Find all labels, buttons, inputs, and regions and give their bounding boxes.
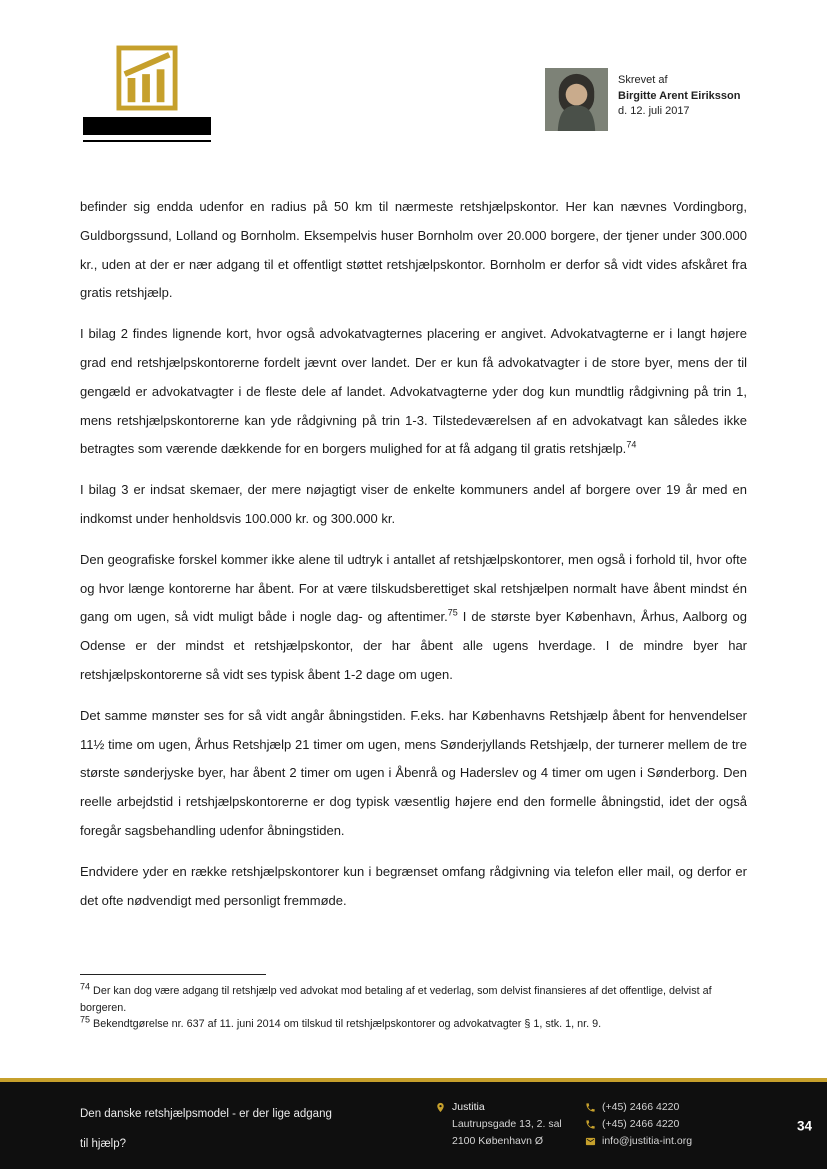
paragraph — [80, 858, 747, 916]
footer-contact — [585, 1099, 692, 1150]
footnote-ref: 75 — [447, 608, 458, 619]
footnote — [80, 983, 747, 1016]
footer-email: info@justitia-int.org — [602, 1135, 693, 1147]
justitia-logo — [83, 45, 211, 142]
paragraph — [80, 702, 747, 846]
footnote — [80, 1016, 747, 1033]
author-name: Birgitte Arent Eiriksson — [618, 89, 741, 102]
phone-icon — [585, 1119, 596, 1130]
footnote-ref: 74 — [626, 440, 637, 451]
report-title-line2: til hjælp? — [80, 1138, 127, 1150]
paragraph — [80, 193, 747, 308]
footer-org-name: Justitia — [452, 1101, 485, 1113]
justitia-logo-icon — [116, 45, 178, 111]
body-text — [80, 193, 747, 927]
paragraph-text: Den geografiske forskel kommer ikke alene til udtryk i antallet af retshjælpskontorer, men også i forhold til, hvor ofte og hvor længe kontorerne har åbent. For at være tilskudsberettiget skal retshjælpen normalt have åbent mindst én gang om ugen, så vidt muligt både i nogle dag- og aftentimer. — [80, 551, 747, 625]
paragraph-text: befinder sig endda udenfor en radius på 50 km til nærmeste retshjælpskontor. Her kan nævnes Vordingborg, Guldborgssund, Lolland og Bornholm. Eksempelvis huser Bornholm over 20.000 borgere, der tjener under 300.000 kr., uden at der er nær adgang til et offentligt støttet retshjælpskontor. Bornholm er derfor så vidt vides afskåret fra gratis retshjælp. — [80, 199, 747, 301]
email-icon — [585, 1136, 596, 1147]
footnote-list — [80, 983, 747, 1033]
paragraph — [80, 476, 747, 534]
author-date: d. 12. juli 2017 — [618, 105, 690, 117]
portrait-placeholder-icon — [545, 68, 608, 131]
footnote-divider — [80, 974, 266, 975]
justitia-wordmark — [83, 117, 211, 135]
footer-phone1: (+45) 2466 4220 — [602, 1101, 680, 1113]
paragraph — [80, 546, 747, 690]
author-block — [545, 68, 740, 131]
phone-icon — [585, 1102, 596, 1113]
location-pin-icon — [435, 1102, 446, 1113]
footer-address — [435, 1099, 562, 1150]
logo-underline — [83, 140, 211, 142]
paragraph-text: I bilag 2 findes lignende kort, hvor også advokatvagternes placering er angivet. Advokatvagterne er i langt højere grad end retshjælpskontorerne fordelt jævnt over landet. Der er kun få advokatvagter i de store byer, mens der til gengæld er advokatvagter i de fleste dele af landet. Advokatvagterne yder dog kun mundtlig rådgivning på trin 1, mens retshjælpskontorerne kan yde rådgivning på trin 1-3. Tilstedeværelsen af en advokatvagt kan således ikke betragtes som værende dækkende for en borgers mulighed for at få adgang til gratis retshjælp. — [80, 326, 747, 457]
paragraph-text: I de største byer København, Århus, Aalborg og Odense er der mindst et retshjælpskontor, der har åbent alle ugens hverdage. I de mindre byer har retshjælpskontorerne så vidt ses typisk åbent 1-2 dage om ugen. — [80, 609, 747, 682]
report-title — [80, 1099, 332, 1159]
footnote-text: Der kan dog være adgang til retshjælp ved advokat mod betaling af et vederlag, som delvist finansieres af det offentlige, delvist af borgeren. — [80, 985, 712, 1014]
footer-address-line1: Lautrupsgade 13, 2. sal — [452, 1118, 562, 1130]
paragraph-text: Det samme mønster ses for så vidt angår åbningstiden. F.eks. har Københavns Retshjælp åbent for henvendelser 11½ time om ugen, Århus Retshjælp 21 timer om ugen, mens Sønderjyllands Retshjælp, der turnerer mellem de tre største sønderjyske byer, har åbent 2 timer om ugen i Åbenrå og Haderslev og 4 timer om ugen i Sønderborg. Den reelle arbejdstid i retshjælpskontorerne er dog typisk væsentlig højere end den formelle åbningstid, idet der også foregår sagsbehandling udenfor åbningstiden. — [80, 707, 747, 838]
footer-address-line2: 2100 København Ø — [452, 1135, 544, 1147]
author-label: Skrevet af — [618, 74, 668, 86]
footer-phone2: (+45) 2466 4220 — [602, 1118, 680, 1130]
paragraph — [80, 320, 747, 464]
footnote-text: Bekendtgørelse nr. 637 af 11. juni 2014 om tilskud til retshjælpskontorer og advokatvagter § 1, stk. 1, nr. 9. — [90, 1018, 602, 1030]
footnote-number: 74 — [80, 981, 91, 992]
author-meta — [618, 68, 740, 131]
footnote-number: 75 — [80, 1014, 91, 1025]
paragraph-text: Endvidere yder en række retshjælpskontorer kun i begrænset omfang rådgivning via telefon eller mail, og derfor er det ofte nødvendigt med personligt fremmøde. — [80, 863, 747, 908]
footnotes — [80, 974, 747, 1033]
paragraph-text: I bilag 3 er indsat skemaer, der mere nøjagtigt viser de enkelte kommuners andel af borgere over 19 år med en indkomst under henholdsvis 100.000 kr. og 300.000 kr. — [80, 482, 747, 526]
report-title-line1: Den danske retshjælpsmodel - er der lige adgang — [80, 1108, 332, 1120]
page-number: 34 — [796, 1118, 812, 1133]
author-photo — [545, 68, 608, 131]
page-footer — [0, 1078, 827, 1169]
